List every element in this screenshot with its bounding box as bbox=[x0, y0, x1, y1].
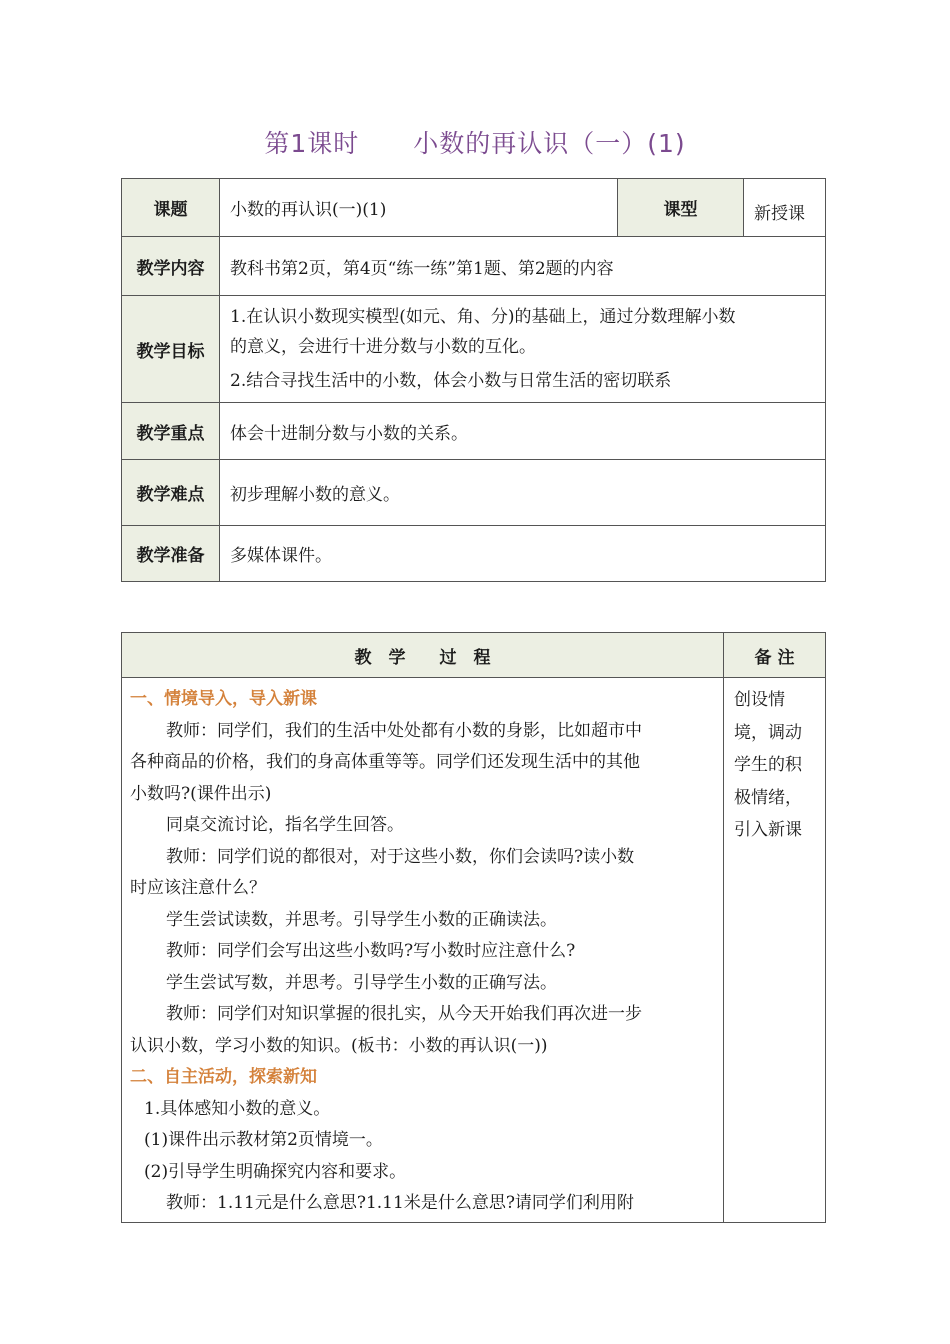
page-title bbox=[0, 124, 950, 160]
goal-line: 的意义，会进行十进分数与小数的互化。 bbox=[230, 337, 536, 357]
process-header-row bbox=[122, 633, 826, 678]
goal-line: 1.在认识小数现实模型(如元、角、分)的基础上，通过分数理解小数 bbox=[230, 307, 736, 327]
subject-label: 课题 bbox=[122, 179, 220, 237]
process-line: 同桌交流讨论，指名学生回答。 bbox=[166, 815, 404, 835]
info-row-difficulty bbox=[122, 460, 826, 526]
subject-value: 小数的再认识(一)(1) bbox=[220, 179, 618, 237]
key-value: 体会十进制分数与小数的关系。 bbox=[220, 403, 826, 460]
teaching-process-table bbox=[121, 632, 826, 1223]
type-label: 课型 bbox=[618, 179, 744, 237]
process-line: 认识小数，学习小数的知识。(板书：小数的再认识(一)) bbox=[130, 1035, 548, 1056]
process-line: 教师：同学们，我们的生活中处处都有小数的身影，比如超市中 bbox=[166, 720, 642, 741]
content-label: 教学内容 bbox=[122, 237, 220, 296]
info-row-goal bbox=[122, 296, 826, 403]
note-line: 境，调动 bbox=[734, 722, 802, 743]
note-line: 学生的积 bbox=[734, 755, 802, 775]
note-line: 创设情 bbox=[734, 690, 785, 710]
process-line: 各种商品的价格，我们的身高体重等等。同学们还发现生活中的其他 bbox=[130, 752, 640, 772]
process-line: (1)课件出示教材第2页情境一。 bbox=[144, 1130, 383, 1150]
process-header: 教 学 过 程 bbox=[122, 633, 724, 678]
goal-value bbox=[220, 296, 826, 403]
lesson-info-table bbox=[121, 178, 826, 582]
info-row-key bbox=[122, 403, 826, 460]
info-row-content bbox=[122, 237, 826, 296]
notes-content bbox=[724, 678, 826, 1223]
lesson-topic: 小数的再认识（一）(1) bbox=[413, 129, 686, 158]
note-line: 引入新课 bbox=[734, 820, 802, 840]
process-line: 时应该注意什么？ bbox=[130, 878, 266, 898]
info-row-prep bbox=[122, 526, 826, 582]
section-heading: 一、情境导入，导入新课 bbox=[130, 689, 317, 709]
process-line: 学生尝试读数，并思考。引导学生小数的正确读法。 bbox=[166, 909, 557, 930]
section-heading: 二、自主活动，探索新知 bbox=[130, 1067, 317, 1087]
content-value: 教科书第2页，第4页“练一练”第1题、第2题的内容 bbox=[220, 237, 826, 296]
goal-line: 2.结合寻找生活中的小数，体会小数与日常生活的密切联系 bbox=[230, 371, 672, 391]
prep-value: 多媒体课件。 bbox=[220, 526, 826, 582]
notes-header: 备 注 bbox=[724, 633, 826, 678]
process-line: (2)引导学生明确探究内容和要求。 bbox=[144, 1161, 407, 1182]
info-row-subject bbox=[122, 179, 826, 237]
process-body-row bbox=[122, 678, 826, 1223]
difficulty-label: 教学难点 bbox=[122, 460, 220, 526]
key-label: 教学重点 bbox=[122, 403, 220, 460]
process-line: 学生尝试写数，并思考。引导学生小数的正确写法。 bbox=[166, 972, 557, 993]
difficulty-value: 初步理解小数的意义。 bbox=[220, 460, 826, 526]
goal-label: 教学目标 bbox=[122, 296, 220, 403]
process-line: 教师：1.11元是什么意思?1.11米是什么意思?请同学们利用附 bbox=[166, 1193, 634, 1213]
prep-label: 教学准备 bbox=[122, 526, 220, 582]
process-line: 教师：同学们说的都很对，对于这些小数，你们会读吗?读小数 bbox=[166, 846, 635, 867]
process-line: 1.具体感知小数的意义。 bbox=[144, 1098, 331, 1119]
process-line: 教师：同学们对知识掌握的很扎实，从今天开始我们再次进一步 bbox=[166, 1004, 642, 1024]
type-value: 新授课 bbox=[744, 179, 826, 237]
lesson-number: 第1课时 bbox=[264, 129, 360, 158]
note-line: 极情绪， bbox=[734, 787, 802, 808]
process-line: 小数吗?(课件出示) bbox=[130, 783, 272, 804]
process-content bbox=[122, 678, 724, 1223]
process-line: 教师：同学们会写出这些小数吗?写小数时应注意什么? bbox=[166, 941, 576, 961]
